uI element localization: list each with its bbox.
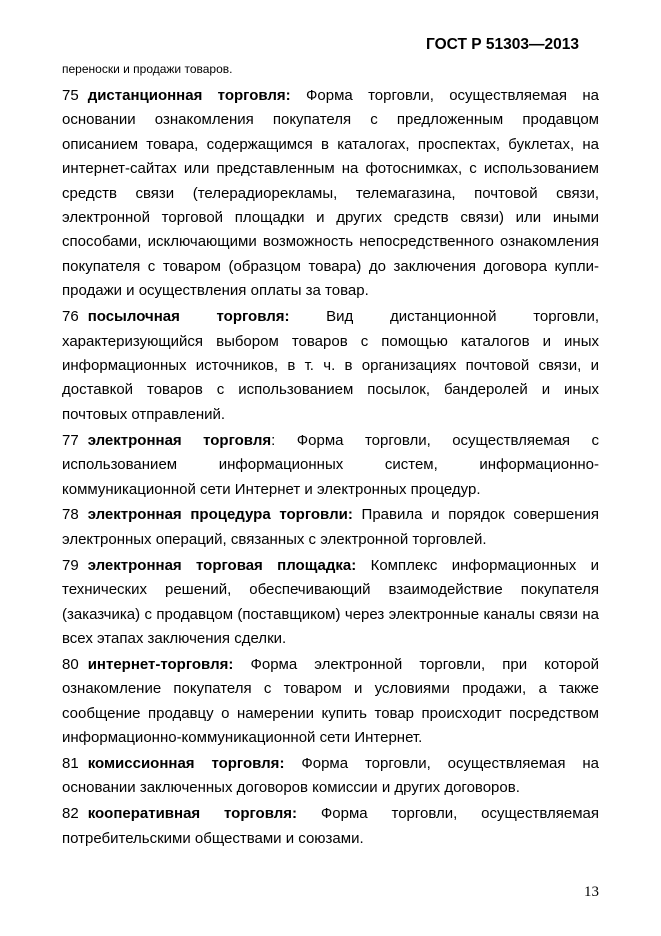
term-title: электронная торговая площадка:: [87, 556, 357, 574]
previous-page-continuation: переноски и продажи товаров.: [62, 62, 233, 76]
term-definition: Вид дистанционной торговли, характеризующийся выбором товаров с помощью каталогов и иных информационных источников, в т. ч. в организациях почтовой связи, и доставкой товаров с использованием посылок, бандеролей и иных почтовых отправлений.: [62, 308, 599, 423]
term-number: 78: [62, 506, 79, 524]
term-definition: Форма торговли, осуществляемая на основании заключенных договоров комиссии и других договоров.: [62, 754, 599, 797]
term-entry-81: [62, 752, 599, 801]
term-number: 81: [62, 754, 79, 772]
term-entry-77: [62, 429, 599, 502]
document-header: ГОСТ Р 51303—2013: [426, 36, 579, 53]
term-separator: :: [271, 431, 276, 449]
term-entry-76: [62, 305, 599, 427]
term-title: интернет-торговля:: [87, 655, 234, 673]
term-entry-82: [62, 802, 599, 851]
term-number: 77: [62, 431, 79, 449]
term-title: электронная торговля: [87, 431, 272, 449]
term-definition: Форма торговли, осуществляемая потребительскими обществами и союзами.: [62, 805, 600, 847]
term-number: 75: [62, 87, 79, 104]
term-definition: Правила и порядок совершения электронных операций, связанных с электронной торговлей.: [62, 506, 599, 548]
term-number: 79: [62, 556, 79, 574]
term-title: комиссионная торговля:: [87, 754, 285, 772]
term-entry-80: [62, 653, 599, 751]
term-title: дистанционная торговля:: [87, 87, 291, 104]
page-number: 13: [584, 884, 599, 900]
term-entry-78: [62, 503, 599, 552]
term-definition: Форма торговли, осуществляемая на основании ознакомления покупателя с предложенным продавцом описанием товара, содержащимся в каталогах, проспектах, буклетах, на интернет-сайтах или представленным на фотоснимках, с использованием средств связи (телерадиорекламы, телемагазина, почтовой связи, электронной торговой площадки и других средств связи) или иными способами, исключающими возможность непосредственного ознакомления покупателя с товаром (образцом товара) до заключения договора купли-продажи и осуществления оплаты за товар.: [62, 87, 600, 300]
term-title: кооперативная торговля:: [87, 805, 298, 823]
terms-list: [62, 84, 599, 853]
term-number: 80: [62, 655, 79, 673]
term-number: 82: [62, 805, 79, 823]
term-title: электронная процедура торговли:: [87, 506, 353, 524]
term-entry-75: [62, 84, 599, 304]
term-entry-79: [62, 554, 599, 652]
term-number: 76: [62, 308, 79, 326]
term-definition: Форма торговли, осуществляемая с использованием информационных систем, информационно-коммуникационной сети Интернет и электронных процедур.: [62, 431, 600, 498]
term-title: посылочная торговля:: [87, 308, 290, 326]
term-definition: Форма электронной торговли, при которой ознакомление покупателя с товаром и условиями продажи, а также сообщение продавцу о намерении купить товар происходит посредством информационно-коммуникационной сети Интернет.: [62, 655, 599, 747]
term-definition: Комплекс информационных и технических решений, обеспечивающий взаимодействие покупателя (заказчика) с продавцом (поставщиком) через электронные каналы связи на всех этапах заключения сделки.: [62, 556, 599, 647]
